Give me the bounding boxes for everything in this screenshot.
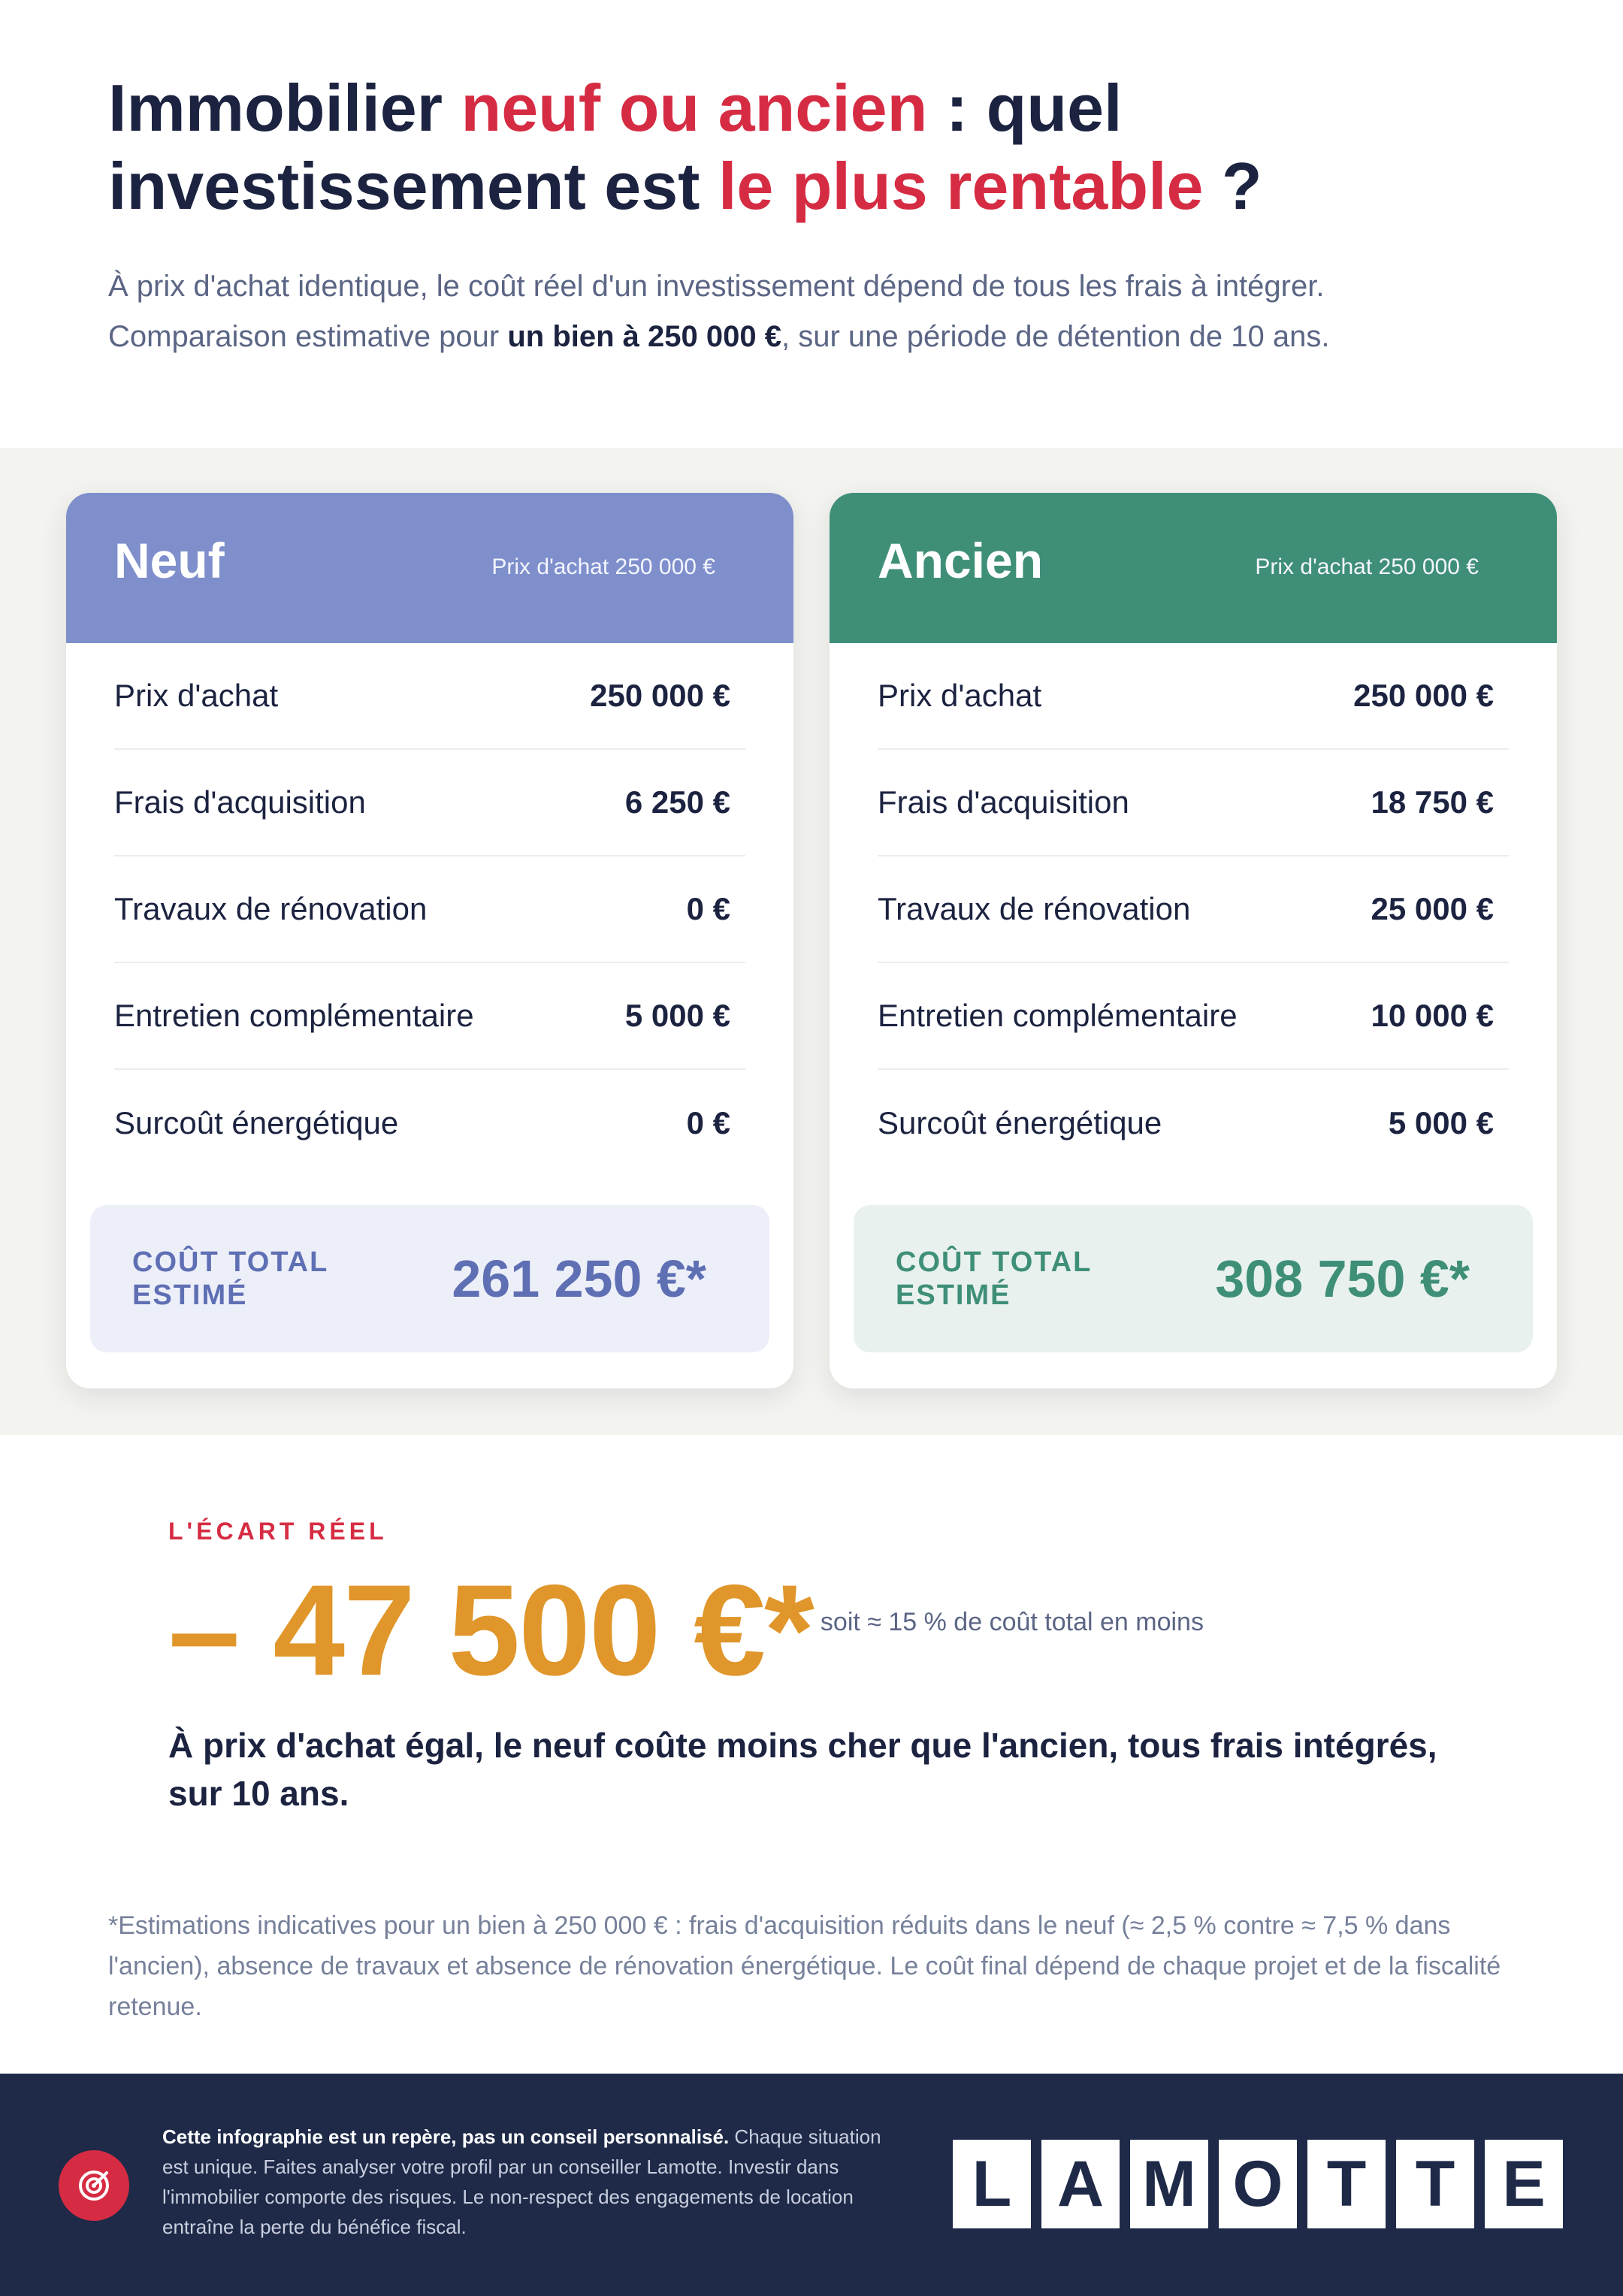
row-value: 250 000 € xyxy=(590,678,730,713)
gap-line xyxy=(168,1558,1558,1702)
card-title: Ancien xyxy=(878,533,1044,588)
cost-row xyxy=(878,963,1509,1070)
row-label: Entretien complémentaire xyxy=(114,998,474,1033)
card-ancien xyxy=(830,493,1557,1388)
disclaimer-text xyxy=(162,2122,906,2242)
logo-letter: T xyxy=(1307,2140,1386,2228)
total-label: COÛT TOTAL ESTIMÉ xyxy=(896,1246,1092,1311)
card-neuf xyxy=(66,493,793,1388)
row-value: 0 € xyxy=(686,891,730,926)
row-value: 0 € xyxy=(686,1105,730,1140)
row-label: Frais d'acquisition xyxy=(114,784,366,820)
row-label: Frais d'acquisition xyxy=(878,784,1129,820)
cost-row xyxy=(114,1070,745,1177)
row-value: 250 000 € xyxy=(1353,678,1494,713)
logo-letter: M xyxy=(1130,2140,1208,2228)
page-title xyxy=(108,69,1536,225)
row-value: 10 000 € xyxy=(1371,998,1494,1033)
logo-letter: L xyxy=(953,2140,1031,2228)
gap-note: soit ≈ 15 % de coût total en moins xyxy=(820,1608,1204,1636)
gap-section xyxy=(168,1518,1558,1817)
row-label: Prix d'achat xyxy=(114,678,279,713)
row-label: Travaux de rénovation xyxy=(114,891,428,926)
card-header xyxy=(66,493,793,643)
card-subtitle: Prix d'achat 250 000 € xyxy=(1255,554,1479,579)
intro-line: Comparaison estimative pour xyxy=(108,320,508,353)
title-text: : quel investissement est xyxy=(108,71,1123,223)
header xyxy=(108,69,1536,362)
cost-row xyxy=(114,643,745,750)
total-box xyxy=(90,1205,769,1352)
cost-row xyxy=(114,750,745,856)
title-accent-neuf-ancien: neuf ou ancien xyxy=(461,71,928,145)
total-box xyxy=(854,1205,1533,1352)
row-value: 6 250 € xyxy=(624,784,730,820)
total-label: COÛT TOTAL ESTIMÉ xyxy=(132,1246,328,1311)
logo-letter: T xyxy=(1396,2140,1474,2228)
intro-line: À prix d'achat identique, le coût réel d'un investissement dépend de tous les frais à intégrer. xyxy=(108,270,1325,303)
cost-row xyxy=(114,856,745,963)
logo-letter: A xyxy=(1041,2140,1120,2228)
logo-letter: E xyxy=(1485,2140,1563,2228)
card-subtitle: Prix d'achat 250 000 € xyxy=(491,554,715,579)
disclaimer-bold: Cette infographie est un repère, pas un conseil personnalisé. xyxy=(162,2125,730,2148)
logo-letter: O xyxy=(1219,2140,1297,2228)
total-value: 308 750 €* xyxy=(1215,1249,1470,1308)
cost-row xyxy=(114,963,745,1070)
row-label: Surcoût énergétique xyxy=(114,1105,399,1140)
title-text: Immobilier xyxy=(108,71,461,145)
intro-bold: un bien à 250 000 € xyxy=(507,320,781,353)
gap-statement: À prix d'achat égal, le neuf coûte moins cher que l'ancien, tous frais intégrés, sur 10 ans. xyxy=(168,1726,1437,1813)
row-value: 5 000 € xyxy=(624,998,730,1033)
title-text: ? xyxy=(1203,149,1262,223)
cost-row xyxy=(878,1070,1509,1177)
gap-kicker: L'ÉCART RÉEL xyxy=(168,1518,388,1545)
target-icon xyxy=(59,2150,129,2221)
intro-text xyxy=(108,261,1536,362)
cost-row xyxy=(878,856,1509,963)
cost-row xyxy=(878,750,1509,856)
row-value: 18 750 € xyxy=(1371,784,1494,820)
title-accent-rentable: le plus rentable xyxy=(718,149,1204,223)
row-label: Entretien complémentaire xyxy=(878,998,1238,1033)
footnote: *Estimations indicatives pour un bien à 250 000 € : frais d'acquisition réduits dans le neuf (≈ 2,5 % contre ≈ 7,5 % dans l'ancien), absence de travaux et absence de rénovation énergétique. Le coût final dépend de chaque projet et de la fiscalité retenue. xyxy=(108,1911,1501,2021)
cost-row xyxy=(878,643,1509,750)
row-value: 5 000 € xyxy=(1388,1105,1494,1140)
lamotte-logo xyxy=(953,2140,1563,2228)
total-value: 261 250 €* xyxy=(452,1249,706,1308)
target-icon-svg xyxy=(75,2167,113,2204)
cost-rows xyxy=(114,643,745,1177)
row-label: Travaux de rénovation xyxy=(878,891,1191,926)
row-label: Surcoût énergétique xyxy=(878,1105,1162,1140)
intro-line: , sur une période de détention de 10 ans. xyxy=(781,320,1330,353)
row-label: Prix d'achat xyxy=(878,678,1042,713)
card-title: Neuf xyxy=(114,533,225,588)
cost-rows xyxy=(878,643,1509,1177)
gap-amount: – 47 500 €* xyxy=(168,1558,813,1702)
card-header xyxy=(830,493,1557,643)
row-value: 25 000 € xyxy=(1371,891,1494,926)
disclaimer-body: Chaque situation est unique. Faites analyser votre profil par un conseiller Lamotte. Investir dans l'immobilier comporte des risques. Le non-respect des engagements de location entraîne la perte du bénéfice fiscal. xyxy=(162,2125,881,2238)
